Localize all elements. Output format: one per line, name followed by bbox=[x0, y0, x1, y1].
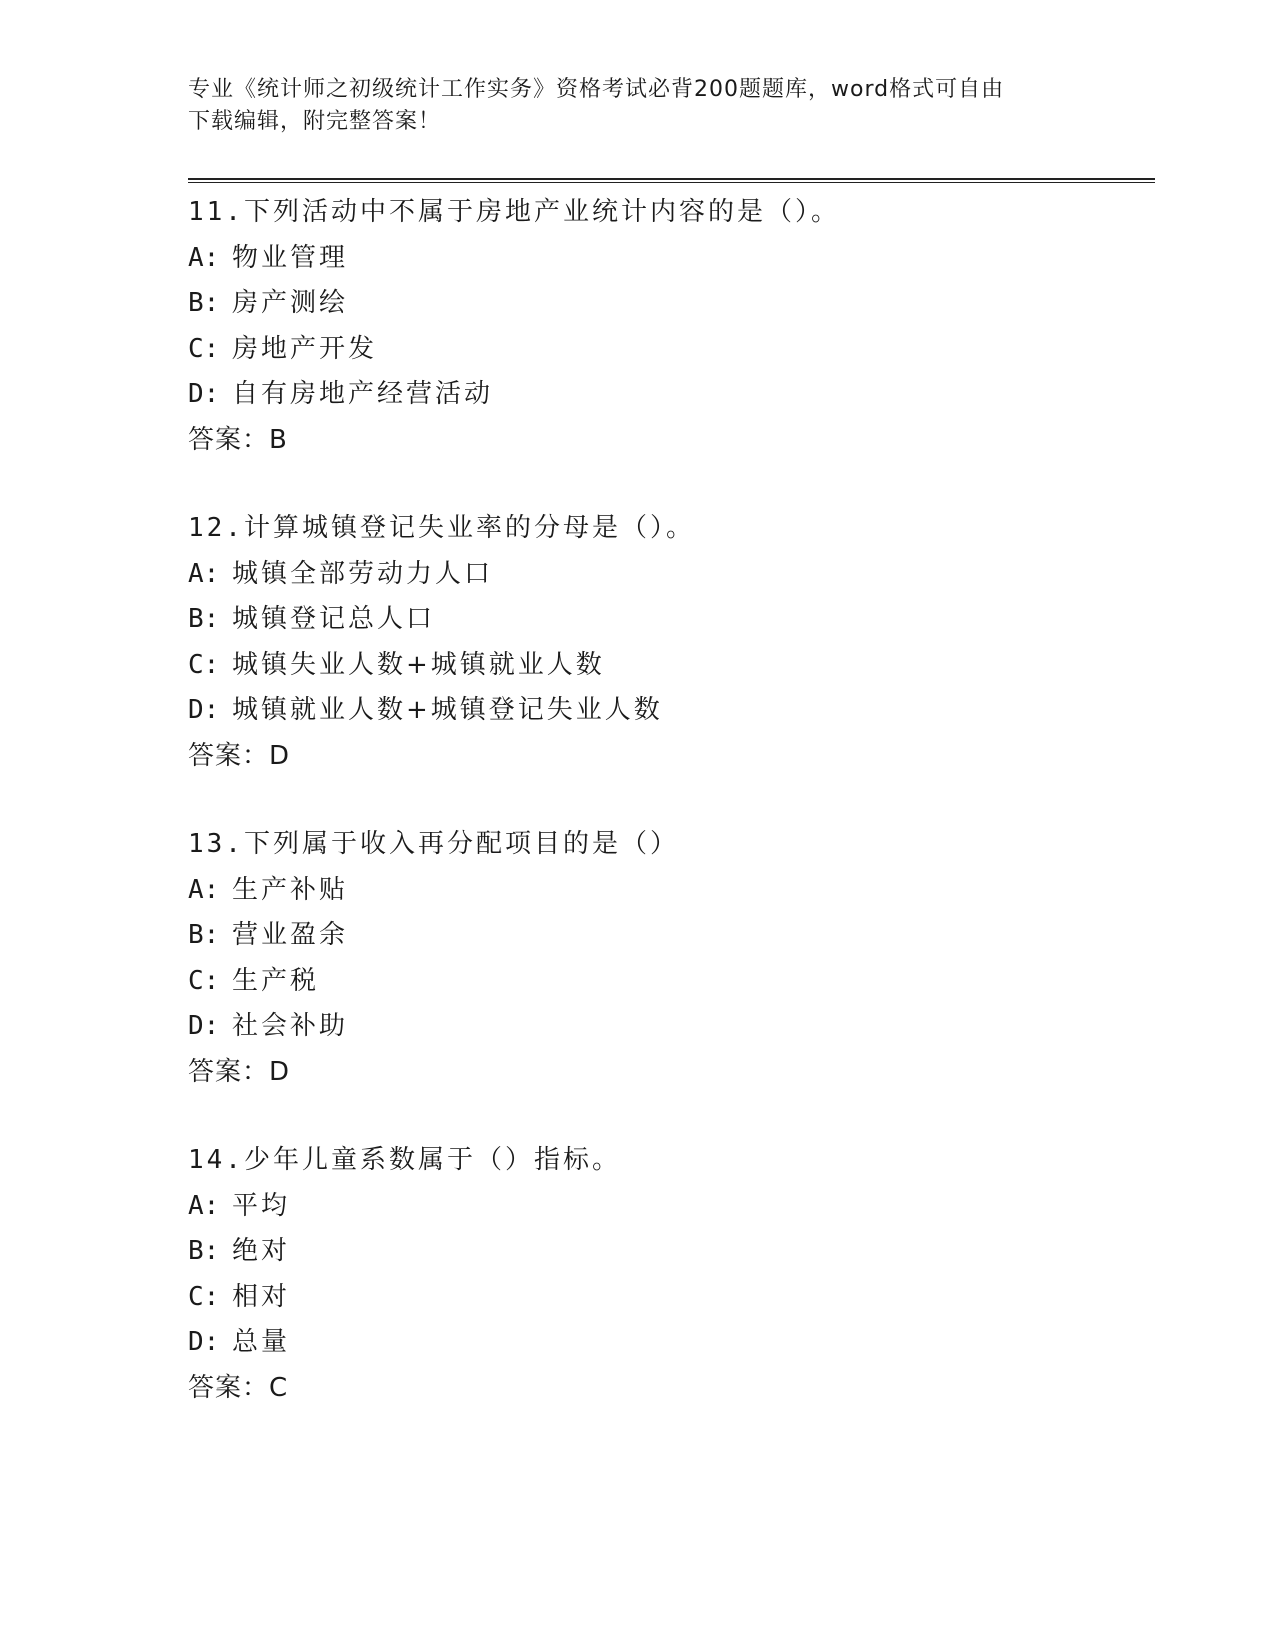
option-text: 营业盈余 bbox=[232, 920, 349, 950]
option-b bbox=[188, 281, 1148, 327]
option-letter: B: bbox=[188, 604, 220, 634]
option-c bbox=[188, 1275, 1148, 1321]
option-c bbox=[188, 959, 1148, 1005]
header-line-2: 下载编辑，附完整答案！ bbox=[188, 109, 442, 134]
option-c bbox=[188, 327, 1148, 373]
option-letter: D: bbox=[188, 379, 220, 409]
option-b bbox=[188, 597, 1148, 643]
option-text: 平均 bbox=[232, 1190, 291, 1221]
option-a bbox=[188, 1184, 1148, 1230]
question-stem: 11.下列活动中不属于房地产业统计内容的是（）。 bbox=[188, 197, 840, 227]
option-letter: C: bbox=[188, 965, 220, 996]
option-a bbox=[188, 552, 1148, 598]
option-letter: A: bbox=[188, 1190, 220, 1221]
option-letter: B: bbox=[188, 288, 220, 318]
option-text: 城镇登记总人口 bbox=[232, 604, 436, 634]
option-letter: D: bbox=[188, 1327, 220, 1357]
option-text: 绝对 bbox=[232, 1236, 291, 1266]
option-a bbox=[188, 236, 1148, 282]
option-text: 物业管理 bbox=[232, 242, 349, 273]
option-letter: D: bbox=[188, 1011, 220, 1041]
option-letter: B: bbox=[188, 1236, 220, 1266]
question-block bbox=[188, 190, 1148, 463]
option-letter: C: bbox=[188, 649, 220, 680]
option-text: 城镇失业人数+城镇就业人数 bbox=[232, 649, 605, 680]
option-b bbox=[188, 1229, 1148, 1275]
option-text: 相对 bbox=[232, 1281, 291, 1312]
question-stem: 13.下列属于收入再分配项目的是（） bbox=[188, 829, 679, 859]
question-stem: 14.少年儿童系数属于（）指标。 bbox=[188, 1145, 621, 1175]
option-text: 社会补助 bbox=[232, 1011, 349, 1041]
header-divider bbox=[188, 178, 1155, 183]
option-text: 生产税 bbox=[232, 965, 320, 996]
option-text: 房产测绘 bbox=[232, 288, 349, 318]
option-letter: A: bbox=[188, 874, 220, 905]
option-c bbox=[188, 643, 1148, 689]
answer-line: 答案：D bbox=[188, 740, 291, 771]
answer-line: 答案：B bbox=[188, 424, 288, 455]
option-d bbox=[188, 1004, 1148, 1050]
header-line-1: 专业《统计师之初级统计工作实务》资格考试必背200题题库，word格式可自由 bbox=[188, 77, 1005, 102]
option-text: 城镇全部劳动力人口 bbox=[232, 558, 494, 589]
option-text: 生产补贴 bbox=[232, 874, 349, 905]
option-d bbox=[188, 372, 1148, 418]
option-text: 自有房地产经营活动 bbox=[232, 379, 494, 409]
question-block bbox=[188, 1138, 1148, 1411]
option-b bbox=[188, 913, 1148, 959]
option-d bbox=[188, 1320, 1148, 1366]
option-d bbox=[188, 688, 1148, 734]
option-letter: A: bbox=[188, 558, 220, 589]
option-letter: C: bbox=[188, 333, 220, 364]
question-list bbox=[188, 190, 1148, 1454]
option-letter: B: bbox=[188, 920, 220, 950]
option-letter: A: bbox=[188, 242, 220, 273]
document-header bbox=[188, 74, 1088, 138]
option-letter: D: bbox=[188, 695, 220, 725]
answer-line: 答案：C bbox=[188, 1372, 289, 1403]
option-text: 总量 bbox=[232, 1327, 291, 1357]
question-block bbox=[188, 822, 1148, 1095]
option-text: 房地产开发 bbox=[232, 333, 378, 364]
question-stem: 12.计算城镇登记失业率的分母是（）。 bbox=[188, 513, 695, 543]
option-letter: C: bbox=[188, 1281, 220, 1312]
option-text: 城镇就业人数+城镇登记失业人数 bbox=[232, 695, 663, 725]
question-block bbox=[188, 506, 1148, 779]
answer-line: 答案：D bbox=[188, 1056, 291, 1087]
option-a bbox=[188, 868, 1148, 914]
